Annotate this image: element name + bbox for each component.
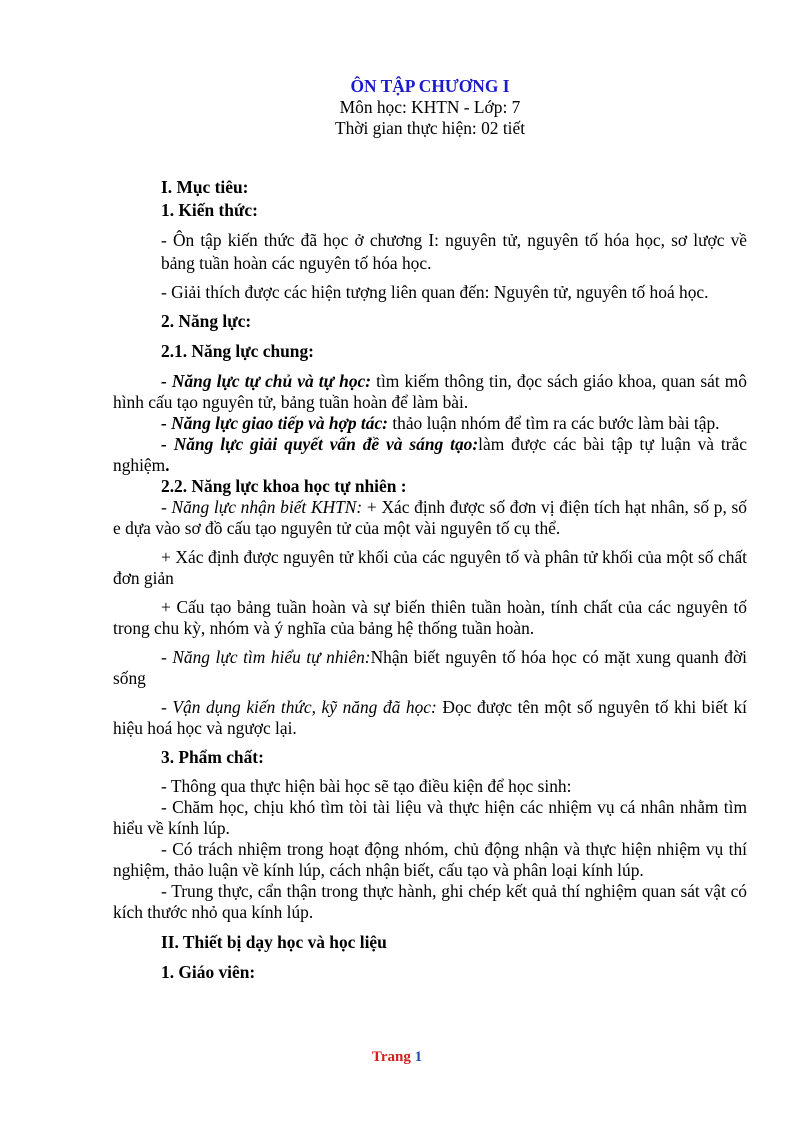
self-study-paragraph [113,371,747,413]
apply-label: - Vận dụng kiến thức, kỹ năng đã học: [161,697,437,717]
quality-item-1: - Thông qua thực hiện bài học sẽ tạo điều kiện để học sinh: [161,776,572,796]
recognize-text: + Xác định được số đơn vị điện tích hạt nhân, số p, số e dựa vào sơ đồ cấu tạo nguyên tử của một vài nguyên tố cụ thể. [113,497,747,538]
page-label: Trang [371,1049,411,1065]
section-objectives-heading: I. Mục tiêu: [161,177,249,197]
duration-line: Thời gian thực hiện: 02 tiết [334,118,526,138]
competence-heading: 2. Năng lực: [161,311,252,331]
teacher-heading: 1. Giáo viên: [161,962,256,982]
equipment-heading: II. Thiết bị dạy học và học liệu [161,932,387,952]
problem-solving-end: . [165,455,170,475]
page-number: 1 [414,1049,423,1065]
problem-solving-text: làm được các bài tập tự luận và trắc nghiệm [113,434,747,475]
communication-paragraph [113,413,747,434]
communication-label: - Năng lực giao tiếp và hợp tác: [161,413,388,433]
document-header [113,76,747,139]
atomic-mass-paragraph: + Xác định được nguyên tử khối của các nguyên tố và phân tử khối của một số chất đơn giản [113,547,747,588]
self-study-text: tìm kiếm thông tin, đọc sách giáo khoa, quan sát mô hình cấu tạo nguyên tử, bảng tuần hoàn để làm bài. [113,371,747,412]
quality-item-2: - Chăm học, chịu khó tìm tòi tài liệu và thực hiện các nhiệm vụ cá nhân nhằm tìm hiểu về kính lúp. [113,797,747,838]
knowledge-heading: 1. Kiến thức: [161,200,258,220]
recognize-label: - Năng lực nhận biết KHTN: [161,497,363,517]
apply-paragraph [113,697,747,739]
subject-line: Môn học: KHTN - Lớp: 7 [339,97,521,117]
quality-item-3: - Có trách nhiệm trong hoạt động nhóm, chủ động nhận và thực hiện nhiệm vụ thí nghiệm, thảo luận về kính lúp, cách nhận biết, cấu tạo và phân loại kính lúp. [113,839,747,880]
document-page [113,76,747,983]
explore-label: - Năng lực tìm hiểu tự nhiên: [161,647,371,667]
quality-heading: 3. Phẩm chất: [161,747,264,767]
problem-solving-label: - Năng lực giải quyết vấn đề và sáng tạo: [161,434,479,454]
explore-text: Nhận biết nguyên tố hóa học có mặt xung quanh đời sống [113,647,747,688]
knowledge-item-1: - Ôn tập kiến thức đã học ở chương I: nguyên tử, nguyên tố hóa học, sơ lược về bảng tuần hoàn các nguyên tố hóa học. [161,230,747,273]
page-footer [0,1049,794,1066]
general-competence-heading: 2.1. Năng lực chung: [161,341,314,361]
knowledge-item-2: - Giải thích được các hiện tượng liên quan đến: Nguyên tử, nguyên tố hoá học. [161,282,709,302]
periodic-table-paragraph: + Cấu tạo bảng tuần hoàn và sự biến thiên tuần hoàn, tính chất của các nguyên tố trong chu kỳ, nhóm và ý nghĩa của bảng hệ thống tuần hoàn. [113,597,747,638]
communication-text: thảo luận nhóm để tìm ra các bước làm bài tập. [387,413,720,433]
explore-paragraph [113,647,747,689]
science-competence-heading: 2.2. Năng lực khoa học tự nhiên : [161,476,407,496]
problem-solving-paragraph [113,434,747,476]
recognize-paragraph [113,497,747,539]
apply-text: Đọc được tên một số nguyên tố khi biết kí hiệu hoá học và ngược lại. [113,697,747,738]
quality-item-4: - Trung thực, cẩn thận trong thực hành, ghi chép kết quả thí nghiệm quan sát vật có kích thước nhỏ qua kính lúp. [113,881,747,922]
self-study-label: - Năng lực tự chủ và tự học: [161,371,372,391]
document-title: ÔN TẬP CHƯƠNG I [350,76,510,96]
